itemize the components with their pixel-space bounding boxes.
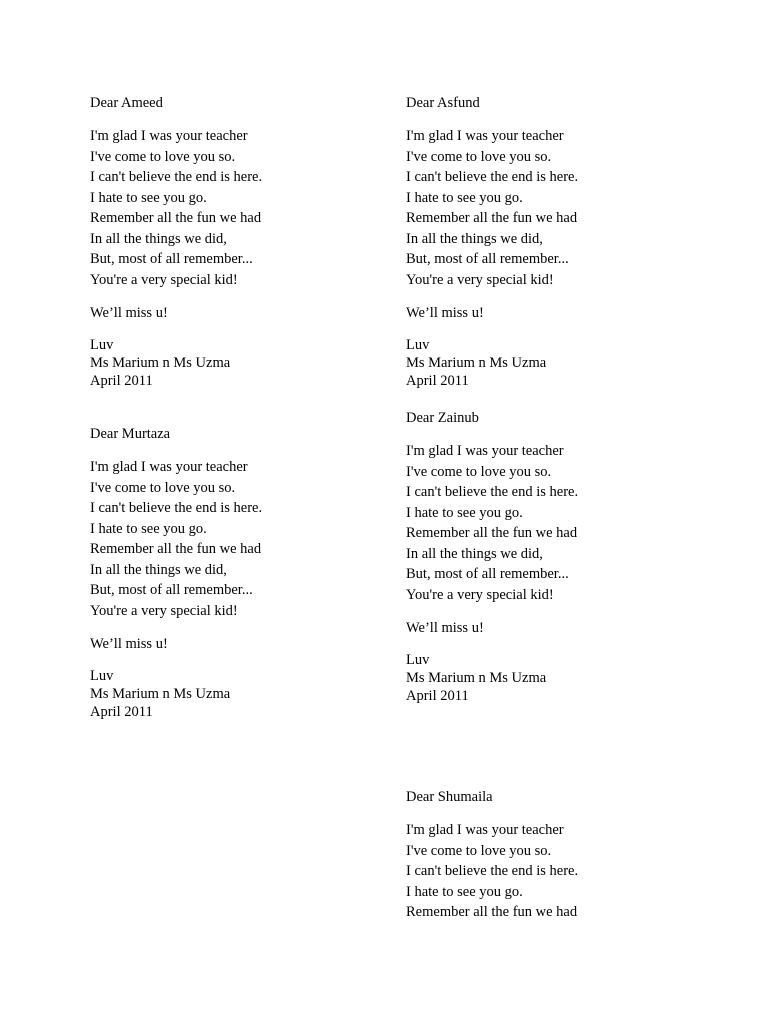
miss-you-line: We’ll miss u! <box>406 620 484 636</box>
poem-line: I'm glad I was your teacher <box>90 459 248 475</box>
letter-greeting: Dear Zainub <box>406 410 479 426</box>
poem <box>90 126 390 290</box>
letter-date: April 2011 <box>90 373 153 389</box>
signature-block <box>406 651 706 705</box>
signers: Ms Marium n Ms Uzma <box>406 670 547 686</box>
poem <box>406 820 706 923</box>
poem-line: I can't believe the end is here. <box>406 863 579 879</box>
poem-line: I've come to love you so. <box>406 463 552 480</box>
poem-line: Remember all the fun we had <box>90 541 262 557</box>
poem-line: In all the things we did, <box>90 561 227 578</box>
poem-line: But, most of all remember... <box>90 251 253 267</box>
poem-line: I hate to see you go. <box>406 189 523 206</box>
letter-shumaila <box>406 787 706 936</box>
poem-line: I've come to love you so. <box>90 148 236 165</box>
miss-you-line: We’ll miss u! <box>90 305 168 321</box>
letter-greeting: Dear Murtaza <box>90 426 171 442</box>
signers: Ms Marium n Ms Uzma <box>90 355 231 371</box>
poem <box>90 457 390 621</box>
letter-asfund <box>406 93 706 390</box>
poem <box>406 441 706 605</box>
letter-greeting: Dear Shumaila <box>406 789 493 805</box>
poem-line: I've come to love you so. <box>406 842 552 859</box>
poem-line: I've come to love you so. <box>406 148 552 165</box>
miss-you-line: We’ll miss u! <box>90 636 168 652</box>
poem-line: You're a very special kid! <box>90 271 238 288</box>
poem-line: I'm glad I was your teacher <box>406 822 564 838</box>
poem-line: I hate to see you go. <box>406 504 523 521</box>
miss-you-line: We’ll miss u! <box>406 305 484 321</box>
closing: Luv <box>406 337 430 353</box>
poem-line: In all the things we did, <box>90 230 227 247</box>
poem-line: You're a very special kid! <box>406 586 554 603</box>
poem-line: I've come to love you so. <box>90 479 236 496</box>
letter-greeting: Dear Ameed <box>90 95 163 111</box>
letter-ameed <box>90 93 390 390</box>
poem <box>406 126 706 290</box>
poem-line: I hate to see you go. <box>90 189 207 206</box>
poem-line: I can't believe the end is here. <box>406 169 579 185</box>
letter-date: April 2011 <box>90 704 153 720</box>
poem-line: You're a very special kid! <box>90 602 238 619</box>
poem-line: But, most of all remember... <box>90 582 253 598</box>
poem-line: You're a very special kid! <box>406 271 554 288</box>
letter-greeting: Dear Asfund <box>406 95 480 111</box>
signature-block <box>90 667 390 721</box>
signers: Ms Marium n Ms Uzma <box>90 686 231 702</box>
letter-date: April 2011 <box>406 373 469 389</box>
letter-date: April 2011 <box>406 688 469 704</box>
poem-line: I can't believe the end is here. <box>406 484 579 500</box>
signers: Ms Marium n Ms Uzma <box>406 355 547 371</box>
poem-line: I can't believe the end is here. <box>90 500 263 516</box>
poem-line: Remember all the fun we had <box>406 210 578 226</box>
poem-line: I hate to see you go. <box>406 883 523 900</box>
poem-line: But, most of all remember... <box>406 566 569 582</box>
closing: Luv <box>90 337 114 353</box>
closing: Luv <box>406 652 430 668</box>
poem-line: In all the things we did, <box>406 545 543 562</box>
poem-line: In all the things we did, <box>406 230 543 247</box>
poem-line: I can't believe the end is here. <box>90 169 263 185</box>
poem-line: Remember all the fun we had <box>406 525 578 541</box>
poem-line: Remember all the fun we had <box>406 904 578 920</box>
signature-block <box>90 336 390 390</box>
poem-line: I hate to see you go. <box>90 520 207 537</box>
poem-line: But, most of all remember... <box>406 251 569 267</box>
closing: Luv <box>90 668 114 684</box>
poem-line: I'm glad I was your teacher <box>406 443 564 459</box>
poem-line: I'm glad I was your teacher <box>90 128 248 144</box>
poem-line: Remember all the fun we had <box>90 210 262 226</box>
letter-murtaza <box>90 424 390 721</box>
poem-line: I'm glad I was your teacher <box>406 128 564 144</box>
signature-block <box>406 336 706 390</box>
letter-zainub <box>406 408 706 705</box>
